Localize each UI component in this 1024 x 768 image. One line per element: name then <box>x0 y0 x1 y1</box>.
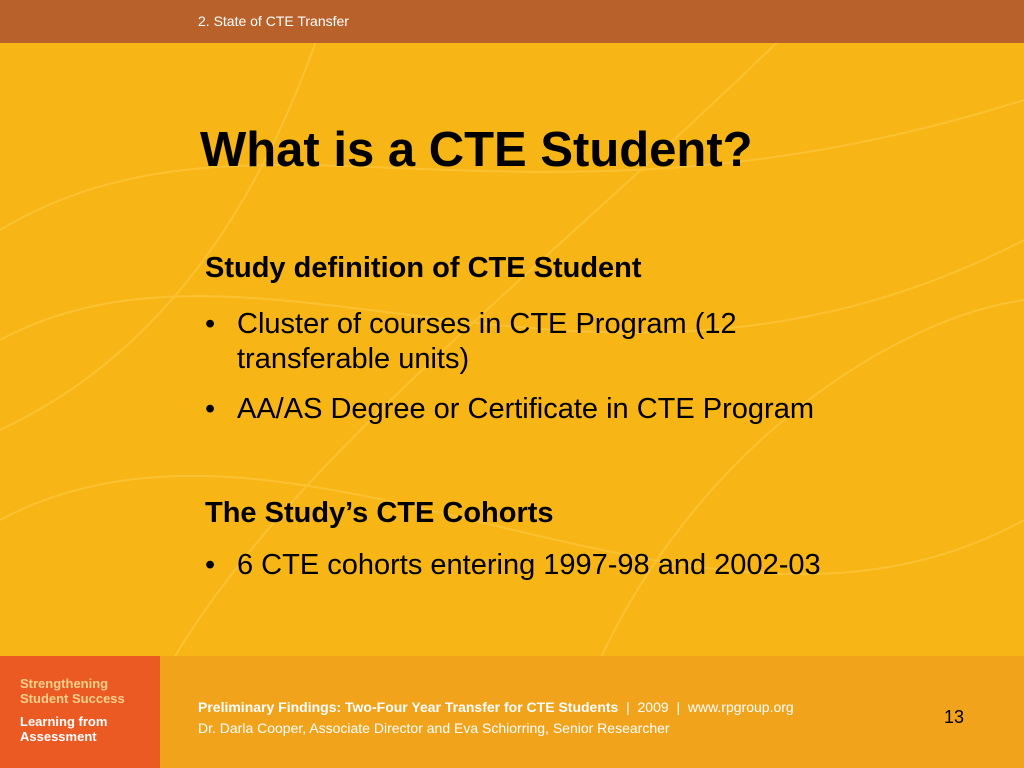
footer <box>0 656 1024 768</box>
logo-text: Learning from <box>20 714 108 729</box>
top-bar <box>0 0 1024 43</box>
section-heading-cohorts: The Study’s CTE Cohorts <box>205 497 554 529</box>
bullet-text: transferable units) <box>237 343 470 375</box>
footer-authors: Dr. Darla Cooper, Associate Director and Eva Schiorring, Senior Researcher <box>198 720 670 736</box>
bullet-glyph: • <box>205 308 216 340</box>
logo-text: Student Success <box>20 691 125 706</box>
organization-logo <box>0 656 160 768</box>
logo-text: Strengthening <box>20 676 109 691</box>
section-heading-study-definition: Study definition of CTE Student <box>205 252 642 284</box>
slide-title: What is a CTE Student? <box>200 123 753 177</box>
bullet-glyph: • <box>205 549 216 581</box>
page-number: 13 <box>944 707 965 727</box>
bullet-text: 6 CTE cohorts entering 1997-98 and 2002-03 <box>237 549 821 581</box>
bullet-glyph: • <box>205 393 216 425</box>
bullet-text: AA/AS Degree or Certificate in CTE Program <box>237 393 814 425</box>
logo-text: Assessment <box>20 729 97 744</box>
bullet-text: Cluster of courses in CTE Program (12 <box>237 308 737 340</box>
footer-meta: | 2009 | www.rpgroup.org <box>618 699 794 715</box>
presentation-title: Preliminary Findings: Two-Four Year Transfer for CTE Students <box>198 699 619 715</box>
footer-presentation-info <box>198 699 794 715</box>
section-label: 2. State of CTE Transfer <box>198 13 349 29</box>
